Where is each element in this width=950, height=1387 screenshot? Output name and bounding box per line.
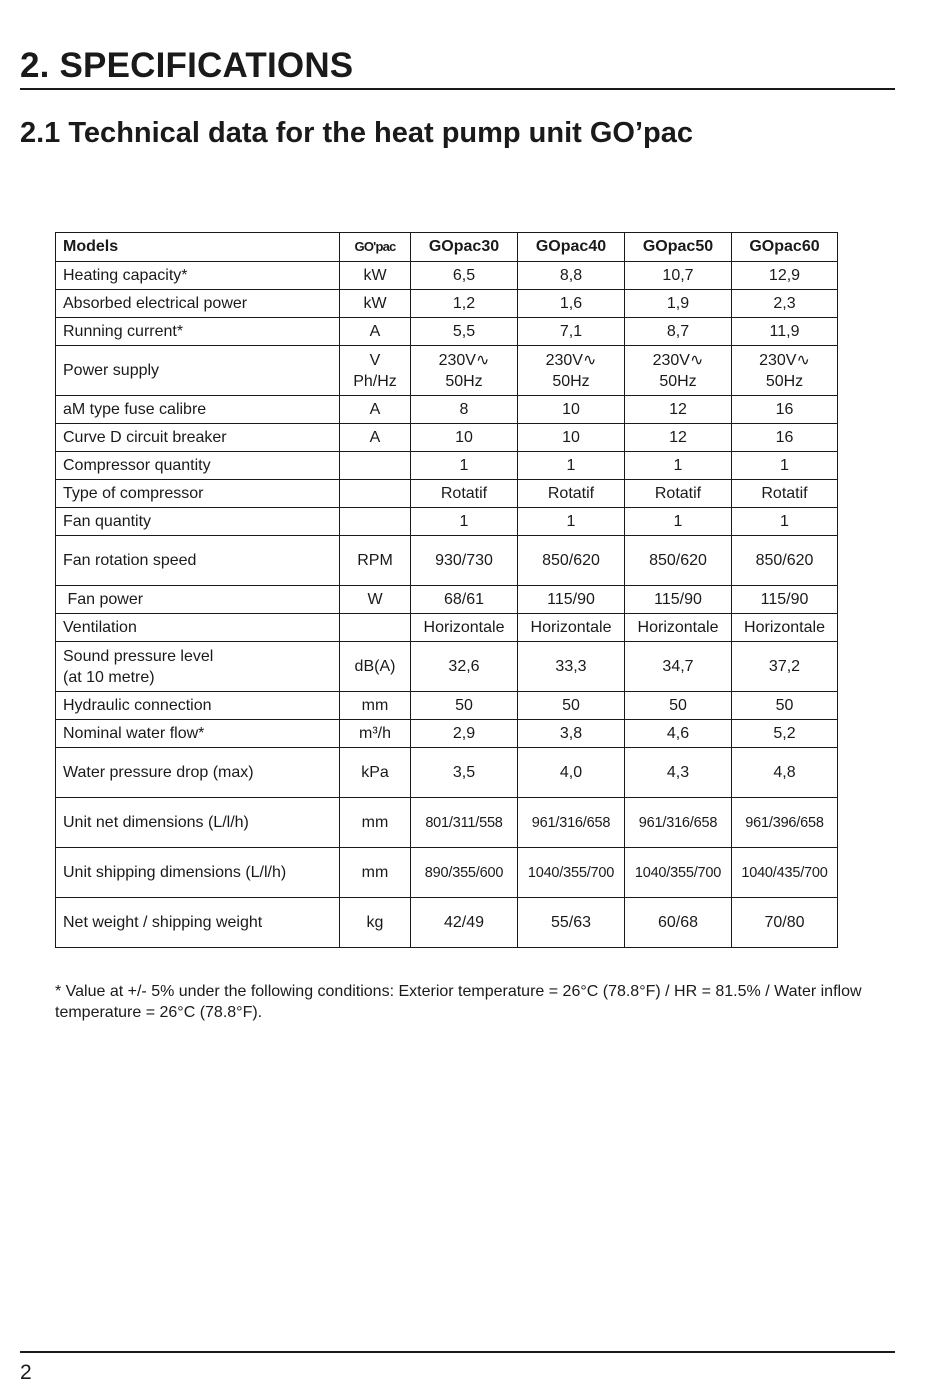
footer-rule <box>20 1351 895 1353</box>
row-value: 16 <box>732 396 838 424</box>
value-line: 50Hz <box>552 372 590 390</box>
row-value: Rotatif <box>625 480 732 508</box>
row-value: 961/396/658 <box>732 798 838 848</box>
row-value: 850/620 <box>732 536 838 586</box>
row-value: 50 <box>732 692 838 720</box>
row-value: 930/730 <box>411 536 518 586</box>
row-unit <box>340 480 411 508</box>
row-value: 33,3 <box>518 642 625 692</box>
row-value: 4,3 <box>625 748 732 798</box>
row-value: 5,2 <box>732 720 838 748</box>
row-unit: A <box>340 424 411 452</box>
table-row <box>56 508 838 536</box>
footnote: * Value at +/- 5% under the following conditions: Exterior temperature = 26°C (78.8°F) / HR = 81.5% / Water inflow temperature = 26°C (78.8°F). <box>55 983 862 1021</box>
table-row <box>56 614 838 642</box>
row-value: 1 <box>625 508 732 536</box>
row-value: 34,7 <box>625 642 732 692</box>
row-value: 850/620 <box>518 536 625 586</box>
row-value: Rotatif <box>732 480 838 508</box>
row-unit: m³/h <box>340 720 411 748</box>
row-value: 1040/355/700 <box>518 848 625 898</box>
row-unit: mm <box>340 692 411 720</box>
table-row <box>56 424 838 452</box>
row-value: 2,3 <box>732 290 838 318</box>
row-value: Horizontale <box>518 614 625 642</box>
row-value: 3,8 <box>518 720 625 748</box>
row-value: 3,5 <box>411 748 518 798</box>
table-row <box>56 452 838 480</box>
row-unit: W <box>340 586 411 614</box>
row-value: 10,7 <box>625 262 732 290</box>
row-value: 4,6 <box>625 720 732 748</box>
row-label: Heating capacity* <box>56 262 340 290</box>
row-unit <box>340 508 411 536</box>
row-value: 8,7 <box>625 318 732 346</box>
table-row <box>56 396 838 424</box>
row-value: 32,6 <box>411 642 518 692</box>
table-header-row <box>56 233 838 262</box>
row-value: 8,8 <box>518 262 625 290</box>
row-value: 115/90 <box>518 586 625 614</box>
table-row <box>56 692 838 720</box>
spec-table <box>55 232 838 948</box>
row-value <box>625 346 732 396</box>
title-rule <box>20 88 895 90</box>
row-value: 12 <box>625 424 732 452</box>
value-line: 230V∿ <box>545 351 597 369</box>
unit-line: V <box>369 351 381 369</box>
row-value: 37,2 <box>732 642 838 692</box>
row-value: 42/49 <box>411 898 518 948</box>
row-label: Curve D circuit breaker <box>56 424 340 452</box>
row-label: Fan quantity <box>56 508 340 536</box>
header-model: GOpac40 <box>518 233 625 262</box>
row-value: 1 <box>518 452 625 480</box>
table-row <box>56 346 838 396</box>
header-model: GOpac50 <box>625 233 732 262</box>
row-value: 115/90 <box>625 586 732 614</box>
row-value: 11,9 <box>732 318 838 346</box>
table-row <box>56 480 838 508</box>
row-value: 68/61 <box>411 586 518 614</box>
row-unit: kW <box>340 262 411 290</box>
table-row <box>56 262 838 290</box>
value-line: 230V∿ <box>759 351 810 369</box>
row-value: 1,2 <box>411 290 518 318</box>
row-value: 890/355/600 <box>411 848 518 898</box>
row-unit <box>340 614 411 642</box>
row-unit: RPM <box>340 536 411 586</box>
row-value: 10 <box>518 396 625 424</box>
table-row <box>56 848 838 898</box>
row-unit <box>340 346 411 396</box>
row-unit: A <box>340 318 411 346</box>
label-line: (at 10 metre) <box>63 668 155 686</box>
table-row <box>56 536 838 586</box>
unit-line: Ph/Hz <box>353 372 397 390</box>
row-value: 1,6 <box>518 290 625 318</box>
row-value: Rotatif <box>411 480 518 508</box>
row-unit: dB(A) <box>340 642 411 692</box>
row-value: 1 <box>625 452 732 480</box>
value-line: 50Hz <box>765 372 804 390</box>
header-model: GOpac30 <box>411 233 518 262</box>
row-label: Compressor quantity <box>56 452 340 480</box>
row-value: Horizontale <box>411 614 518 642</box>
row-label: Hydraulic connection <box>56 692 340 720</box>
label-line: Sound pressure level <box>63 647 214 665</box>
table-row <box>56 290 838 318</box>
table-row <box>56 586 838 614</box>
row-value: 16 <box>732 424 838 452</box>
value-line: 230V∿ <box>652 351 704 369</box>
value-line: 50Hz <box>659 372 697 390</box>
row-value: 1040/355/700 <box>625 848 732 898</box>
row-label: Unit shipping dimensions (L/l/h) <box>56 848 340 898</box>
row-value: 50 <box>411 692 518 720</box>
value-line: 50Hz <box>445 372 483 390</box>
row-value <box>732 346 838 396</box>
row-value: 2,9 <box>411 720 518 748</box>
row-label: Unit net dimensions (L/l/h) <box>56 798 340 848</box>
header-unit-logo <box>340 233 411 262</box>
row-value: 115/90 <box>732 586 838 614</box>
row-label: Type of compressor <box>56 480 340 508</box>
row-value: 1,9 <box>625 290 732 318</box>
row-label: Ventilation <box>56 614 340 642</box>
row-label: Absorbed electrical power <box>56 290 340 318</box>
row-value: 50 <box>625 692 732 720</box>
row-value: 4,8 <box>732 748 838 798</box>
subsection-title: 2.1 Technical data for the heat pump unit GO’pac <box>20 117 694 149</box>
row-value <box>411 346 518 396</box>
row-value: 10 <box>518 424 625 452</box>
row-value: 1 <box>732 508 838 536</box>
row-label: Nominal water flow* <box>56 720 340 748</box>
row-unit: kPa <box>340 748 411 798</box>
row-value: 1040/435/700 <box>732 848 838 898</box>
value-line: 230V∿ <box>438 351 490 369</box>
row-value: 1 <box>411 508 518 536</box>
page-number: 2 <box>20 1361 32 1384</box>
row-label: aM type fuse calibre <box>56 396 340 424</box>
row-label: Net weight / shipping weight <box>56 898 340 948</box>
row-value: 6,5 <box>411 262 518 290</box>
section-title: 2. SPECIFICATIONS <box>20 46 354 85</box>
row-label <box>56 642 340 692</box>
row-value: 12 <box>625 396 732 424</box>
row-value: 961/316/658 <box>625 798 732 848</box>
row-value: 55/63 <box>518 898 625 948</box>
row-unit: mm <box>340 798 411 848</box>
row-value <box>518 346 625 396</box>
row-value: 60/68 <box>625 898 732 948</box>
row-value: 4,0 <box>518 748 625 798</box>
row-unit: mm <box>340 848 411 898</box>
row-unit <box>340 452 411 480</box>
row-unit: kg <box>340 898 411 948</box>
table-row <box>56 318 838 346</box>
row-value: 7,1 <box>518 318 625 346</box>
row-value: 961/316/658 <box>518 798 625 848</box>
row-value: 1 <box>732 452 838 480</box>
row-value: 8 <box>411 396 518 424</box>
row-unit: kW <box>340 290 411 318</box>
row-value: 801/311/558 <box>411 798 518 848</box>
row-value: 50 <box>518 692 625 720</box>
row-label: Fan rotation speed <box>56 536 340 586</box>
row-value: 12,9 <box>732 262 838 290</box>
row-label: Fan power <box>56 586 340 614</box>
row-unit: A <box>340 396 411 424</box>
row-value: 1 <box>518 508 625 536</box>
header-model: GOpac60 <box>732 233 838 262</box>
row-value: Horizontale <box>732 614 838 642</box>
table-row <box>56 898 838 948</box>
table-row <box>56 798 838 848</box>
row-value: 5,5 <box>411 318 518 346</box>
table-row <box>56 748 838 798</box>
row-label: Power supply <box>56 346 340 396</box>
gopac-logo: GO'pac <box>354 239 396 254</box>
row-value: Horizontale <box>625 614 732 642</box>
row-value: 850/620 <box>625 536 732 586</box>
row-value: 10 <box>411 424 518 452</box>
table-row <box>56 642 838 692</box>
row-value: 70/80 <box>732 898 838 948</box>
table-row <box>56 720 838 748</box>
header-models: Models <box>56 233 340 262</box>
row-value: 1 <box>411 452 518 480</box>
row-label: Water pressure drop (max) <box>56 748 340 798</box>
row-label: Running current* <box>56 318 340 346</box>
row-value: Rotatif <box>518 480 625 508</box>
